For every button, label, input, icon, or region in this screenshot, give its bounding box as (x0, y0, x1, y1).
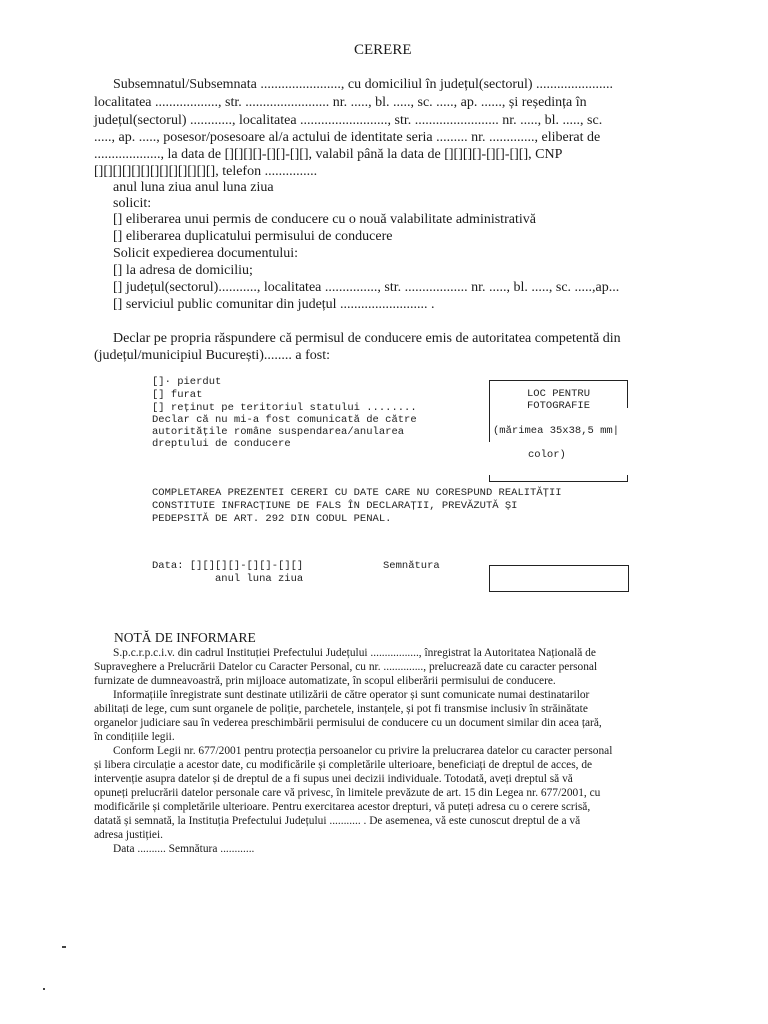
status-note-line: Declar că nu mi-a fost comunicată de către (152, 414, 417, 426)
note-line: Supraveghere a Prelucrării Datelor cu Caracter Personal, cu nr. .............., prelucrează date cu caracter personal (94, 661, 598, 673)
warning-line: PEDEPSITĂ DE ART. 292 DIN CODUL PENAL. (152, 513, 392, 525)
note-line: Informațiile înregistrate sunt destinate utilizării de către operator și sunt comunicate numai destinatarilor (113, 689, 590, 701)
status-note-line: dreptului de conducere (152, 438, 291, 450)
note-line: datată și semnată, la Instituția Prefectului Județului ........... . De asemenea, vă este cunoscut dreptul de a vă (94, 815, 581, 827)
warning-line: COMPLETAREA PREZENTEI CERERI CU DATE CARE NU CORESPUND REALITĂȚII (152, 487, 562, 499)
scan-speck (43, 988, 45, 990)
photo-box-label: LOC PENTRU (527, 388, 591, 400)
request-line: Subsemnatul/Subsemnata ......................., cu domiciliul în județul(sectorul) ...................... (113, 77, 614, 92)
declaration-line: Declar pe propria răspundere că permisul de conducere emis de autoritatea competentă din (113, 331, 621, 346)
request-line: județul(sectorul) ............, localitatea ........................., str. ........................ nr. ....., bl. ....., sc. (94, 113, 603, 128)
note-line: adresa justiției. (94, 829, 163, 841)
request-line: ....., ap. ....., posesor/posesoare al/a actului de identitate seria ......... nr. ............., eliberat de (94, 130, 601, 145)
note-line: în condițiile legii. (94, 731, 175, 743)
note-line: opuneți prelucrării datelor personale care vă privesc, în limitele prevăzute de art. 15 din Legea nr. 677/2001, cu (94, 787, 601, 799)
note-line: Conform Legii nr. 677/2001 pentru protecția persoanelor cu privire la prelucrarea datelor cu caracter personal (113, 745, 613, 757)
request-line: ..................., la data de [][][][]-[][]-[][], valabil până la data de [][][][]-[][]-[][], CNP (94, 147, 563, 162)
option-new-validity[interactable]: [] eliberarea unui permis de conducere cu o nouă valabilitate administrativă (113, 212, 536, 227)
date-sublabel-line: anul luna ziua anul luna ziua (113, 180, 274, 195)
solicit-label: solicit: (113, 196, 152, 211)
option-other-address[interactable]: [] județul(sectorul)..........., localitatea ..............., str. .................. nr. ....., bl. ....., sc. .....,ap... (113, 280, 620, 295)
request-line: localitatea .................., str. ........................ nr. ....., bl. ....., sc. ....., ap. ......, și reședința în (94, 95, 587, 110)
status-note-line: autoritățile române suspendarea/anularea (152, 426, 405, 438)
note-line: și libera circulație a acestor date, cu modificările și completările ulterioare, beneficiați de dreptul de acces, de (94, 759, 593, 771)
option-stolen[interactable]: [] furat (152, 389, 203, 401)
option-home-address[interactable]: [] la adresa de domiciliu; (113, 263, 253, 278)
note-title: NOTĂ DE INFORMARE (114, 630, 256, 645)
option-retained[interactable]: [] reținut pe teritoriul statului ........ (152, 402, 417, 414)
declaration-line: (județul/municipiul București)........ a fost: (94, 348, 331, 363)
note-line: organelor judiciare sau în vederea preschimbării permisului de conducere cu un document similar din acea țară, (94, 717, 602, 729)
shipping-label: Solicit expedierea documentului: (113, 246, 299, 261)
scan-speck (62, 946, 66, 948)
photo-box-color: color) (528, 449, 566, 461)
note-signature-line: Data .......... Semnătura ............ (113, 843, 255, 855)
option-duplicate[interactable]: [] eliberarea duplicatului permisului de conducere (113, 229, 393, 244)
note-line: abilitați de lege, cum sunt organele de poliție, parchetele, instanțele, și pot fi transmise inclusiv în străinătate (94, 703, 588, 715)
note-line: modificările și completările ulterioare. Pentru exercitarea acestor drepturi, vă puteți adresa cu o cerere scrisă, (94, 801, 591, 813)
photo-box-label: FOTOGRAFIE (527, 400, 591, 412)
note-line: S.p.c.r.p.c.i.v. din cadrul Instituției Prefectului Județului ................., înregistrat la Autoritatea Națională de (113, 647, 596, 659)
signature-box[interactable] (489, 565, 629, 592)
warning-line: CONSTITUIE INFRACȚIUNE DE FALS ÎN DECLARAȚII, PREVĂZUTĂ ȘI (152, 500, 518, 512)
date-field[interactable]: Data: [][][][]-[][]-[][] (152, 560, 304, 572)
request-line: [][][][][][][][][][][][][], telefon ............... (94, 164, 318, 179)
option-lost[interactable]: []· pierdut (152, 376, 222, 388)
note-line: intervenție asupra datelor și de dreptul de a fi supus unei decizii individuale. Totodată, aveți dreptul să vă (94, 773, 573, 785)
date-sublabel: anul luna ziua (215, 573, 304, 585)
note-line: furnizate de dumneavoastră, prin mijloace automatizate, în scopul eliberării permisului de conducere. (94, 675, 556, 687)
form-title: CERERE (354, 42, 412, 58)
signature-label: Semnătura (383, 560, 440, 572)
photo-box-size: (mărimea 35x38,5 mm| (493, 425, 620, 437)
option-public-service[interactable]: [] serviciul public comunitar din județul ......................... . (113, 297, 435, 312)
